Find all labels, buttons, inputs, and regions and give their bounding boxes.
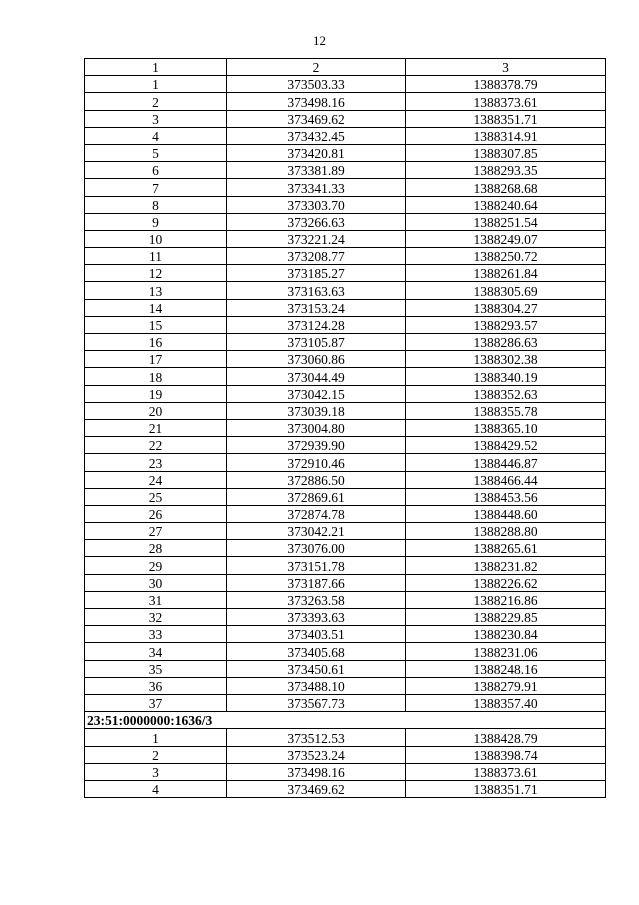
table-row <box>85 677 606 694</box>
x-coordinate-cell: 373263.58 <box>227 591 406 608</box>
point-number-cell: 2 <box>85 93 227 110</box>
table-row <box>85 437 606 454</box>
page-number: 12 <box>313 33 326 48</box>
x-coordinate-cell: 372910.46 <box>227 454 406 471</box>
table-row <box>85 265 606 282</box>
x-coordinate-cell: 373403.51 <box>227 626 406 643</box>
point-number-cell: 36 <box>85 677 227 694</box>
table-row <box>85 368 606 385</box>
x-coordinate-cell: 373341.33 <box>227 179 406 196</box>
section-row <box>85 712 606 729</box>
point-number-cell: 9 <box>85 213 227 230</box>
table-row <box>85 523 606 540</box>
point-number-cell: 3 <box>85 110 227 127</box>
point-number-cell: 23 <box>85 454 227 471</box>
x-coordinate-cell: 373567.73 <box>227 694 406 711</box>
y-coordinate-cell: 1388268.68 <box>406 179 606 196</box>
column-header-y: 3 <box>406 59 606 76</box>
table-row <box>85 402 606 419</box>
point-number-cell: 24 <box>85 471 227 488</box>
y-coordinate-cell: 1388261.84 <box>406 265 606 282</box>
column-header-x: 2 <box>227 59 406 76</box>
point-number-cell: 29 <box>85 557 227 574</box>
table-header-row <box>85 59 606 76</box>
y-coordinate-cell: 1388398.74 <box>406 746 606 763</box>
x-coordinate-cell: 373151.78 <box>227 557 406 574</box>
y-coordinate-cell: 1388352.63 <box>406 385 606 402</box>
x-coordinate-cell: 372886.50 <box>227 471 406 488</box>
point-number-cell: 11 <box>85 248 227 265</box>
x-coordinate-cell: 373221.24 <box>227 230 406 247</box>
point-number-cell: 28 <box>85 540 227 557</box>
table-row <box>85 454 606 471</box>
table-row <box>85 316 606 333</box>
y-coordinate-cell: 1388365.10 <box>406 419 606 436</box>
y-coordinate-cell: 1388357.40 <box>406 694 606 711</box>
table-row <box>85 76 606 93</box>
table-row <box>85 299 606 316</box>
point-number-cell: 8 <box>85 196 227 213</box>
y-coordinate-cell: 1388248.16 <box>406 660 606 677</box>
point-number-cell: 22 <box>85 437 227 454</box>
y-coordinate-cell: 1388288.80 <box>406 523 606 540</box>
point-number-cell: 4 <box>85 127 227 144</box>
y-coordinate-cell: 1388249.07 <box>406 230 606 247</box>
y-coordinate-cell: 1388466.44 <box>406 471 606 488</box>
point-number-cell: 2 <box>85 746 227 763</box>
table-row <box>85 780 606 797</box>
table-row <box>85 334 606 351</box>
y-coordinate-cell: 1388216.86 <box>406 591 606 608</box>
table-row <box>85 591 606 608</box>
y-coordinate-cell: 1388231.82 <box>406 557 606 574</box>
table-row <box>85 385 606 402</box>
table-row <box>85 351 606 368</box>
y-coordinate-cell: 1388302.38 <box>406 351 606 368</box>
table-row <box>85 93 606 110</box>
point-number-cell: 34 <box>85 643 227 660</box>
table-row <box>85 609 606 626</box>
point-number-cell: 17 <box>85 351 227 368</box>
x-coordinate-cell: 373039.18 <box>227 402 406 419</box>
table-row <box>85 540 606 557</box>
x-coordinate-cell: 373004.80 <box>227 419 406 436</box>
x-coordinate-cell: 373044.49 <box>227 368 406 385</box>
x-coordinate-cell: 373076.00 <box>227 540 406 557</box>
point-number-cell: 26 <box>85 505 227 522</box>
x-coordinate-cell: 373405.68 <box>227 643 406 660</box>
y-coordinate-cell: 1388314.91 <box>406 127 606 144</box>
point-number-cell: 19 <box>85 385 227 402</box>
x-coordinate-cell: 373042.21 <box>227 523 406 540</box>
y-coordinate-cell: 1388453.56 <box>406 488 606 505</box>
table-row <box>85 110 606 127</box>
point-number-cell: 25 <box>85 488 227 505</box>
table-row <box>85 179 606 196</box>
table-row <box>85 488 606 505</box>
x-coordinate-cell: 373042.15 <box>227 385 406 402</box>
x-coordinate-cell: 373163.63 <box>227 282 406 299</box>
point-number-cell: 20 <box>85 402 227 419</box>
column-header-number: 1 <box>85 59 227 76</box>
point-number-cell: 10 <box>85 230 227 247</box>
point-number-cell: 6 <box>85 162 227 179</box>
y-coordinate-cell: 1388229.85 <box>406 609 606 626</box>
table-row <box>85 557 606 574</box>
x-coordinate-cell: 373393.63 <box>227 609 406 626</box>
point-number-cell: 32 <box>85 609 227 626</box>
point-number-cell: 33 <box>85 626 227 643</box>
point-number-cell: 13 <box>85 282 227 299</box>
table-row <box>85 162 606 179</box>
point-number-cell: 16 <box>85 334 227 351</box>
point-number-cell: 7 <box>85 179 227 196</box>
x-coordinate-cell: 373185.27 <box>227 265 406 282</box>
y-coordinate-cell: 1388305.69 <box>406 282 606 299</box>
x-coordinate-cell: 373153.24 <box>227 299 406 316</box>
y-coordinate-cell: 1388293.57 <box>406 316 606 333</box>
x-coordinate-cell: 373450.61 <box>227 660 406 677</box>
table-row <box>85 505 606 522</box>
point-number-cell: 12 <box>85 265 227 282</box>
point-number-cell: 1 <box>85 729 227 746</box>
table-row <box>85 694 606 711</box>
y-coordinate-cell: 1388293.35 <box>406 162 606 179</box>
table-row <box>85 574 606 591</box>
y-coordinate-cell: 1388448.60 <box>406 505 606 522</box>
point-number-cell: 21 <box>85 419 227 436</box>
x-coordinate-cell: 373060.86 <box>227 351 406 368</box>
x-coordinate-cell: 373420.81 <box>227 144 406 161</box>
y-coordinate-cell: 1388251.54 <box>406 213 606 230</box>
table-row <box>85 282 606 299</box>
point-number-cell: 3 <box>85 763 227 780</box>
x-coordinate-cell: 373187.66 <box>227 574 406 591</box>
table-row <box>85 643 606 660</box>
x-coordinate-cell: 372939.90 <box>227 437 406 454</box>
x-coordinate-cell: 373498.16 <box>227 93 406 110</box>
y-coordinate-cell: 1388279.91 <box>406 677 606 694</box>
y-coordinate-cell: 1388378.79 <box>406 76 606 93</box>
table-row <box>85 471 606 488</box>
x-coordinate-cell: 372869.61 <box>227 488 406 505</box>
x-coordinate-cell: 373498.16 <box>227 763 406 780</box>
y-coordinate-cell: 1388231.06 <box>406 643 606 660</box>
x-coordinate-cell: 373105.87 <box>227 334 406 351</box>
point-number-cell: 35 <box>85 660 227 677</box>
point-number-cell: 37 <box>85 694 227 711</box>
table-row <box>85 746 606 763</box>
y-coordinate-cell: 1388355.78 <box>406 402 606 419</box>
x-coordinate-cell: 373303.70 <box>227 196 406 213</box>
table-row <box>85 144 606 161</box>
x-coordinate-cell: 373469.62 <box>227 110 406 127</box>
y-coordinate-cell: 1388265.61 <box>406 540 606 557</box>
x-coordinate-cell: 373488.10 <box>227 677 406 694</box>
x-coordinate-cell: 373512.53 <box>227 729 406 746</box>
coordinates-table <box>84 58 606 798</box>
y-coordinate-cell: 1388373.61 <box>406 93 606 110</box>
table-row <box>85 763 606 780</box>
y-coordinate-cell: 1388307.85 <box>406 144 606 161</box>
cadastral-number-label: 23:51:0000000:1636/3 <box>85 712 606 729</box>
x-coordinate-cell: 373381.89 <box>227 162 406 179</box>
table-row <box>85 419 606 436</box>
y-coordinate-cell: 1388286.63 <box>406 334 606 351</box>
point-number-cell: 31 <box>85 591 227 608</box>
y-coordinate-cell: 1388304.27 <box>406 299 606 316</box>
point-number-cell: 15 <box>85 316 227 333</box>
point-number-cell: 14 <box>85 299 227 316</box>
x-coordinate-cell: 373503.33 <box>227 76 406 93</box>
x-coordinate-cell: 373266.63 <box>227 213 406 230</box>
point-number-cell: 27 <box>85 523 227 540</box>
x-coordinate-cell: 372874.78 <box>227 505 406 522</box>
point-number-cell: 18 <box>85 368 227 385</box>
y-coordinate-cell: 1388351.71 <box>406 780 606 797</box>
table-row <box>85 626 606 643</box>
y-coordinate-cell: 1388373.61 <box>406 763 606 780</box>
table-row <box>85 248 606 265</box>
y-coordinate-cell: 1388250.72 <box>406 248 606 265</box>
table-row <box>85 230 606 247</box>
x-coordinate-cell: 373432.45 <box>227 127 406 144</box>
y-coordinate-cell: 1388446.87 <box>406 454 606 471</box>
x-coordinate-cell: 373208.77 <box>227 248 406 265</box>
table-row <box>85 729 606 746</box>
point-number-cell: 5 <box>85 144 227 161</box>
point-number-cell: 1 <box>85 76 227 93</box>
y-coordinate-cell: 1388351.71 <box>406 110 606 127</box>
y-coordinate-cell: 1388340.19 <box>406 368 606 385</box>
point-number-cell: 4 <box>85 780 227 797</box>
point-number-cell: 30 <box>85 574 227 591</box>
y-coordinate-cell: 1388226.62 <box>406 574 606 591</box>
x-coordinate-cell: 373124.28 <box>227 316 406 333</box>
table-row <box>85 213 606 230</box>
table-row <box>85 196 606 213</box>
y-coordinate-cell: 1388429.52 <box>406 437 606 454</box>
table-row <box>85 660 606 677</box>
x-coordinate-cell: 373469.62 <box>227 780 406 797</box>
y-coordinate-cell: 1388428.79 <box>406 729 606 746</box>
y-coordinate-cell: 1388230.84 <box>406 626 606 643</box>
table-row <box>85 127 606 144</box>
x-coordinate-cell: 373523.24 <box>227 746 406 763</box>
y-coordinate-cell: 1388240.64 <box>406 196 606 213</box>
coordinates-table-body <box>85 59 606 798</box>
